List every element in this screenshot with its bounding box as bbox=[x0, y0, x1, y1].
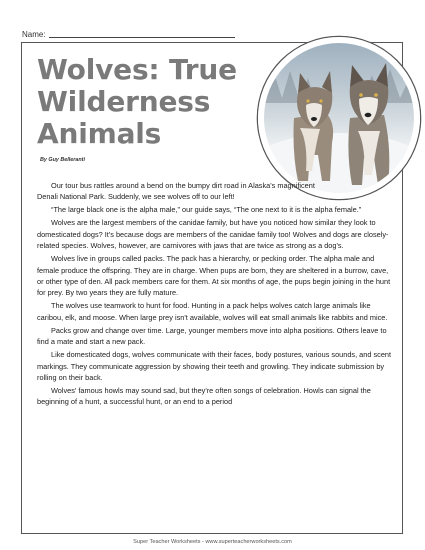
wolves-photo bbox=[258, 37, 420, 199]
paragraph: “The large black one is the alpha male,” our guide says, “The one next to it is the alpha female.” bbox=[51, 205, 362, 215]
article-byline: By Guy Belleranti bbox=[40, 157, 85, 163]
name-label: Name: bbox=[22, 30, 46, 39]
paragraph: Packs grow and change over time. Large, younger members move into alpha positions. Others leave to find a mate and start a new pack. bbox=[37, 325, 387, 347]
paragraph: The wolves use teamwork to hunt for food. Hunting in a pack helps wolves catch large animals like caribou, elk, and moose. When large prey isn't available, wolves will eat small animals like rabbits and mice. bbox=[37, 301, 388, 322]
paragraph: Wolves' famous howls may sound sad, but they're often songs of celebration. Howls can signal the beginning of a hunt, a successful hunt, or an end to a period bbox=[37, 386, 371, 407]
title-line: Wilderness bbox=[37, 85, 211, 118]
article-body bbox=[37, 180, 395, 409]
paragraph: Wolves are the largest members of the canidae family, but have you noticed how similar they look to domesticated dogs? It's because dogs are members of the canidae family too! Wolves and dogs are closely-related species. Wolves, however, are carnivores with jaws that are twice as strong as a dog's. bbox=[37, 218, 389, 251]
name-field bbox=[22, 30, 235, 39]
title-line: Animals bbox=[37, 117, 162, 150]
name-blank-line bbox=[49, 37, 235, 38]
right-wolf bbox=[348, 63, 389, 185]
paragraph: Our tour bus rattles around a bend on the bumpy dirt road in Alaska's magnificent Denali National Park. Suddenly, we see wolves off to our left! bbox=[37, 181, 315, 202]
article-title bbox=[37, 54, 257, 150]
title-line: Wolves: True bbox=[37, 53, 237, 86]
paragraph: Like domesticated dogs, wolves communicate with their faces, body postures, various sounds, and scent markings. They communicate aggression by showing their teeth and growling. They indicate submission by rolling on their back. bbox=[37, 350, 392, 383]
wolves-illustration bbox=[264, 43, 414, 193]
page-footer: Super Teacher Worksheets - www.superteacherworksheets.com bbox=[133, 539, 292, 545]
paragraph: Wolves live in groups called packs. The pack has a hierarchy, or pecking order. The alpha male and female produce the offspring. They are in charge. When pups are born, they are sheltered in a burrow, cave, or other type of den. All pack members care for them. At six months of age, the pups begin joining in the hunt for prey. By two years they are fully mature. bbox=[37, 254, 391, 298]
